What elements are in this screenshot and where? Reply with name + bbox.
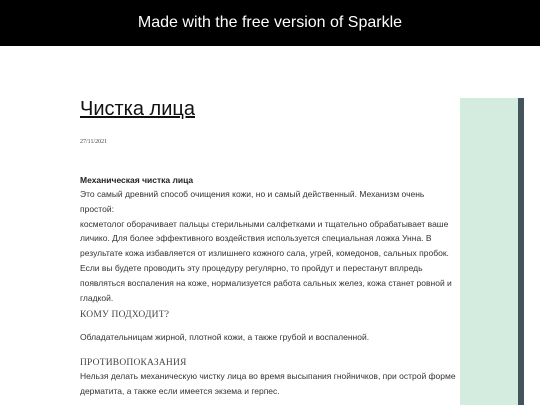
contraindications-line: Нельзя делать механическую чистку лица во время высыпания гнойничков, при острой форме	[80, 371, 456, 382]
contraindications-line: дерматита, а также если имеется экзема и герпес.	[80, 385, 280, 396]
post-content	[80, 96, 460, 399]
sidebar-panel	[460, 98, 518, 405]
banner-text: Made with the free version of Sparkle	[137, 14, 403, 31]
intro-line: Это самый древний способ очищения кожи, но и самый действенный. Механизм очень простой:	[80, 189, 425, 214]
intro-line: Если вы будете проводить эту процедуру регулярно, то пройдут и перестанут вплредь	[80, 262, 423, 273]
suitable-text: Обладательницам жирной, плотной кожи, а также грубой и воспаленной.	[80, 332, 370, 343]
intro-line: косметолог оборачивает пальцы стерильными салфетками и тщательно обрабатывает ваше	[80, 218, 449, 229]
contraindications-heading: ПРОТИВОПОКАЗАНИЯ	[80, 358, 187, 369]
post-title[interactable]: Чистка лица	[80, 98, 195, 120]
suitable-heading: КОМУ ПОДХОДИТ?	[80, 310, 170, 321]
intro-line: личико. Для более эффективного воздействия используется специальная ложка Унна. В	[80, 233, 432, 244]
post-date: 27/11/2021	[80, 139, 108, 145]
intro-paragraph	[80, 187, 460, 305]
section-title: Механическая чистка лица	[80, 175, 194, 185]
intro-line: гладкой.	[80, 292, 114, 303]
sidebar-accent-bar	[518, 98, 524, 405]
free-version-banner[interactable]	[0, 0, 540, 46]
contraindications-paragraph	[80, 369, 460, 399]
intro-line: появляться воспаления на коже, нормализуется работа сальных желез, кожа станет ровной и	[80, 277, 452, 288]
intro-line: результате кожа избавляется от излишнего кожного сала, угрей, комедонов, сальных пробок.	[80, 248, 449, 259]
